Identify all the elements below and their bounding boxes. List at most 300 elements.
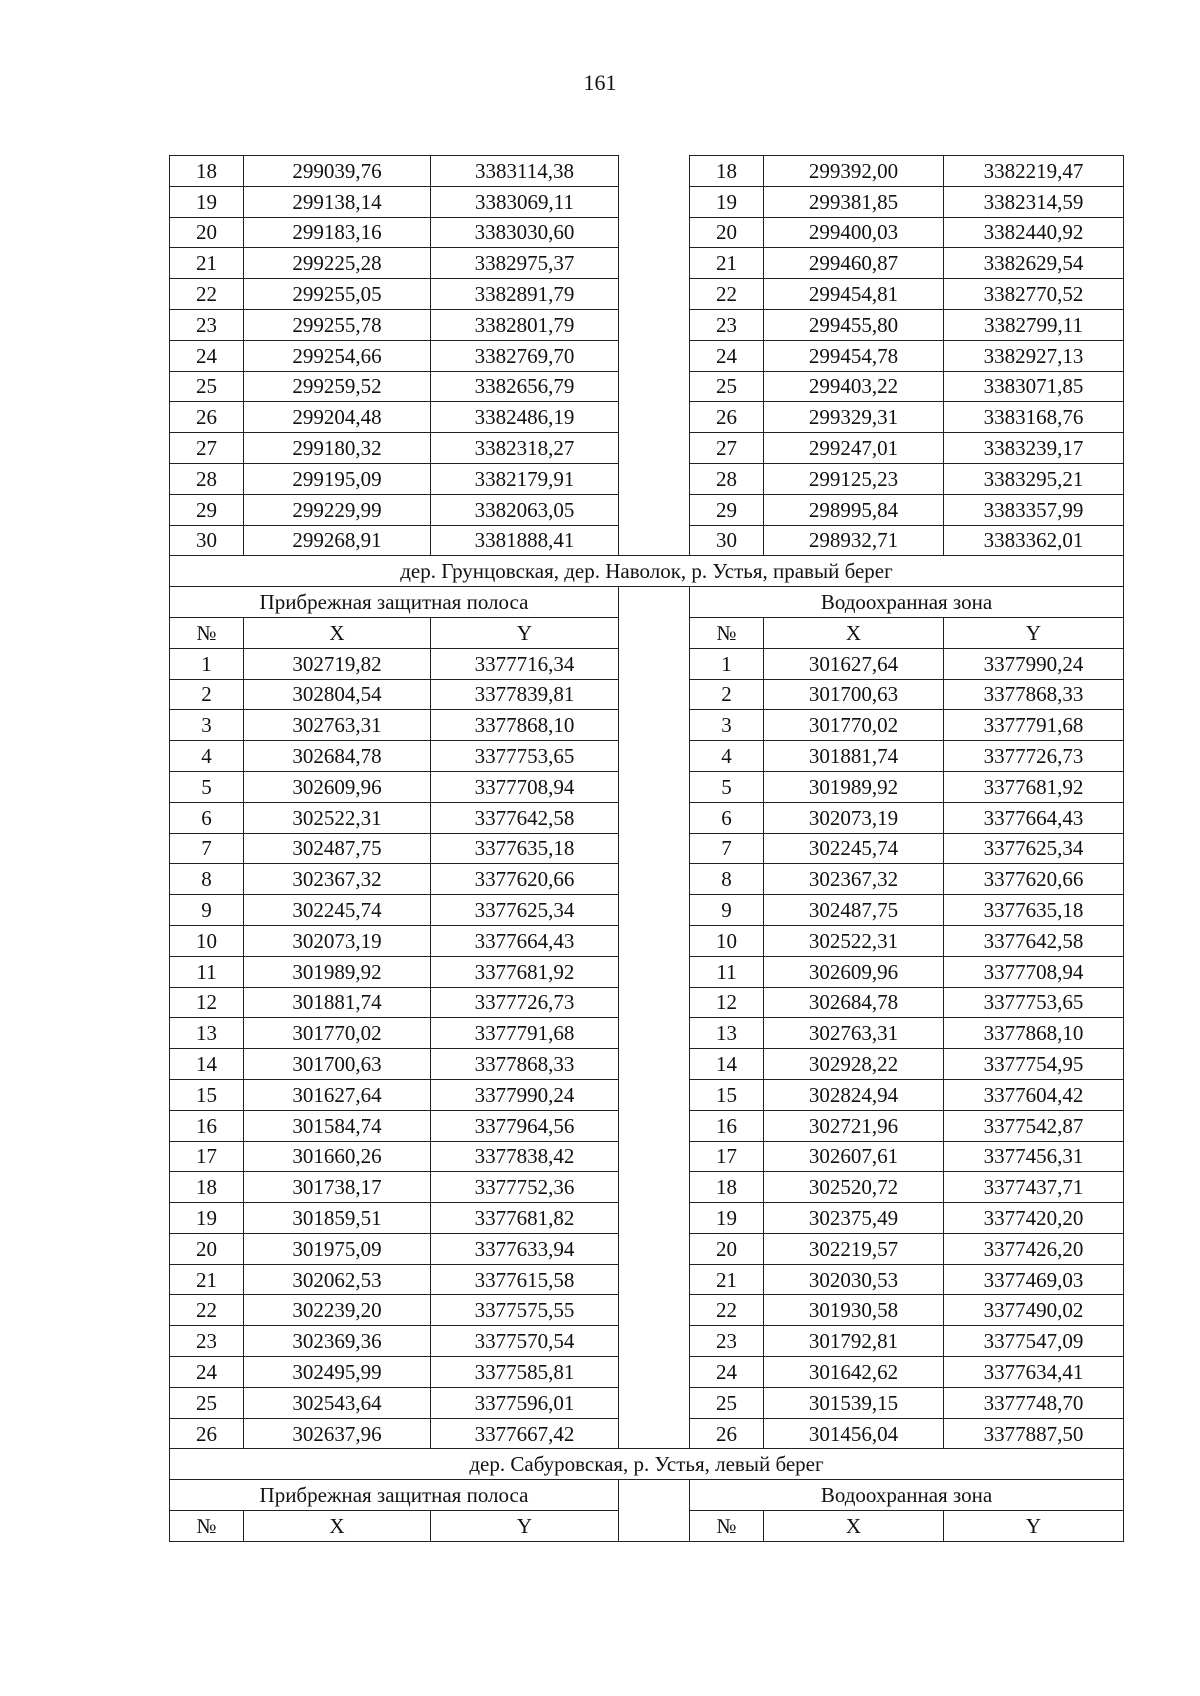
column-gap — [619, 1418, 690, 1449]
coord-cell: 13 — [690, 1018, 764, 1049]
coord-cell: 11 — [170, 956, 244, 987]
coord-cell: 1 — [170, 648, 244, 679]
coord-cell: 29 — [170, 494, 244, 525]
coord-cell: 3383357,99 — [944, 494, 1124, 525]
table-row — [170, 1387, 1124, 1418]
coord-cell: 299247,01 — [764, 433, 944, 464]
column-header: № — [690, 1511, 764, 1542]
coord-cell: 20 — [170, 217, 244, 248]
table-row — [170, 648, 1124, 679]
coord-cell: 14 — [170, 1049, 244, 1080]
coord-cell: 302609,96 — [764, 956, 944, 987]
table-row — [170, 494, 1124, 525]
coord-cell: 14 — [690, 1049, 764, 1080]
coord-cell: 3377838,42 — [431, 1141, 619, 1172]
coord-cell: 21 — [170, 1264, 244, 1295]
coord-cell: 8 — [170, 864, 244, 895]
coord-cell: 3377625,34 — [944, 833, 1124, 864]
coord-cell: 302030,53 — [764, 1264, 944, 1295]
coord-cell: 30 — [170, 525, 244, 556]
coord-cell: 3377681,92 — [431, 956, 619, 987]
coord-cell: 3382629,54 — [944, 248, 1124, 279]
coord-cell: 3377604,42 — [944, 1079, 1124, 1110]
coord-cell: 25 — [170, 371, 244, 402]
coord-cell: 299400,03 — [764, 217, 944, 248]
coord-cell: 9 — [170, 895, 244, 926]
coord-cell: 18 — [170, 1172, 244, 1203]
coord-cell: 299403,22 — [764, 371, 944, 402]
coord-cell: 302607,61 — [764, 1141, 944, 1172]
left-subtitle: Прибрежная защитная полоса — [170, 587, 619, 618]
coord-cell: 299125,23 — [764, 463, 944, 494]
table-row — [170, 402, 1124, 433]
coord-cell: 3 — [170, 710, 244, 741]
coord-cell: 24 — [690, 1357, 764, 1388]
coord-cell: 28 — [170, 463, 244, 494]
coord-cell: 3377664,43 — [944, 802, 1124, 833]
coord-cell: 30 — [690, 525, 764, 556]
column-gap — [619, 679, 690, 710]
column-header: Y — [431, 617, 619, 648]
column-gap — [619, 1480, 690, 1511]
coord-cell: 19 — [170, 1203, 244, 1234]
coord-cell: 3377420,20 — [944, 1203, 1124, 1234]
coord-cell: 24 — [690, 340, 764, 371]
coord-cell: 19 — [690, 1203, 764, 1234]
coord-cell: 19 — [170, 186, 244, 217]
coord-cell: 3383362,01 — [944, 525, 1124, 556]
header-row — [170, 1511, 1124, 1542]
coord-cell: 3383071,85 — [944, 371, 1124, 402]
coord-cell: 3377726,73 — [944, 741, 1124, 772]
coord-cell: 299229,99 — [244, 494, 431, 525]
coord-cell: 3377708,94 — [944, 956, 1124, 987]
coord-cell: 3382927,13 — [944, 340, 1124, 371]
coord-cell: 302520,72 — [764, 1172, 944, 1203]
coord-cell: 11 — [690, 956, 764, 987]
coord-cell: 302522,31 — [764, 925, 944, 956]
table-row — [170, 1326, 1124, 1357]
coord-cell: 3377887,50 — [944, 1418, 1124, 1449]
coord-cell: 22 — [690, 279, 764, 310]
coord-cell: 3382799,11 — [944, 309, 1124, 340]
column-gap — [619, 587, 690, 618]
column-gap — [619, 371, 690, 402]
coord-cell: 299454,78 — [764, 340, 944, 371]
coord-cell: 4 — [170, 741, 244, 772]
table-row — [170, 1418, 1124, 1449]
coord-cell: 27 — [690, 433, 764, 464]
coord-cell: 7 — [170, 833, 244, 864]
coord-cell: 302487,75 — [764, 895, 944, 926]
coord-cell: 21 — [690, 1264, 764, 1295]
coord-cell: 302637,96 — [244, 1418, 431, 1449]
column-gap — [619, 1110, 690, 1141]
table-row — [170, 309, 1124, 340]
coord-cell: 3377585,81 — [431, 1357, 619, 1388]
coord-cell: 302684,78 — [244, 741, 431, 772]
coord-cell: 3377570,54 — [431, 1326, 619, 1357]
section-title: дер. Сабуровская, р. Устья, левый берег — [170, 1449, 1124, 1480]
coord-cell: 3377542,87 — [944, 1110, 1124, 1141]
coord-cell: 22 — [170, 1295, 244, 1326]
coord-cell: 299180,32 — [244, 433, 431, 464]
column-gap — [619, 802, 690, 833]
coord-cell: 3383295,21 — [944, 463, 1124, 494]
coord-cell: 20 — [170, 1233, 244, 1264]
table-row — [170, 1203, 1124, 1234]
column-header: № — [170, 1511, 244, 1542]
coord-cell: 20 — [690, 1233, 764, 1264]
column-gap — [619, 248, 690, 279]
column-gap — [619, 710, 690, 741]
coord-cell: 3377437,71 — [944, 1172, 1124, 1203]
column-gap — [619, 1233, 690, 1264]
column-gap — [619, 186, 690, 217]
coord-cell: 16 — [690, 1110, 764, 1141]
coord-cell: 301456,04 — [764, 1418, 944, 1449]
coord-cell: 302239,20 — [244, 1295, 431, 1326]
coord-cell: 12 — [170, 987, 244, 1018]
coord-cell: 2 — [170, 679, 244, 710]
table-row — [170, 1357, 1124, 1388]
coord-cell: 301627,64 — [244, 1079, 431, 1110]
coord-cell: 301859,51 — [244, 1203, 431, 1234]
coord-cell: 3377620,66 — [944, 864, 1124, 895]
coord-cell: 302219,57 — [764, 1233, 944, 1264]
coord-cell: 26 — [170, 402, 244, 433]
coord-cell: 299392,00 — [764, 156, 944, 187]
table-row — [170, 1141, 1124, 1172]
table-row — [170, 1172, 1124, 1203]
coord-cell: 3377990,24 — [431, 1079, 619, 1110]
coord-cell: 3377667,42 — [431, 1418, 619, 1449]
coord-cell: 3 — [690, 710, 764, 741]
table-row — [170, 248, 1124, 279]
coord-cell: 3377868,33 — [944, 679, 1124, 710]
coord-cell: 23 — [690, 309, 764, 340]
table-row — [170, 710, 1124, 741]
coord-cell: 301770,02 — [764, 710, 944, 741]
coord-cell: 3377634,41 — [944, 1357, 1124, 1388]
coord-cell: 302367,32 — [244, 864, 431, 895]
coord-cell: 301881,74 — [244, 987, 431, 1018]
table-row — [170, 217, 1124, 248]
coord-cell: 302684,78 — [764, 987, 944, 1018]
coord-cell: 302062,53 — [244, 1264, 431, 1295]
coord-cell: 301989,92 — [244, 956, 431, 987]
coord-cell: 26 — [690, 1418, 764, 1449]
coord-cell: 3382891,79 — [431, 279, 619, 310]
coord-cell: 302495,99 — [244, 1357, 431, 1388]
column-gap — [619, 494, 690, 525]
coord-cell: 302073,19 — [244, 925, 431, 956]
coord-cell: 3383030,60 — [431, 217, 619, 248]
coord-cell: 301930,58 — [764, 1295, 944, 1326]
coord-cell: 3377635,18 — [944, 895, 1124, 926]
coord-cell: 301881,74 — [764, 741, 944, 772]
column-header: Y — [944, 617, 1124, 648]
coord-cell: 299381,85 — [764, 186, 944, 217]
column-header: X — [764, 1511, 944, 1542]
coord-cell: 27 — [170, 433, 244, 464]
coord-cell: 302245,74 — [764, 833, 944, 864]
table-row — [170, 771, 1124, 802]
table-row — [170, 679, 1124, 710]
column-gap — [619, 1203, 690, 1234]
coord-cell: 301660,26 — [244, 1141, 431, 1172]
table-row — [170, 340, 1124, 371]
coord-cell: 23 — [690, 1326, 764, 1357]
table-row — [170, 741, 1124, 772]
coord-cell: 3377753,65 — [944, 987, 1124, 1018]
left-subtitle: Прибрежная защитная полоса — [170, 1480, 619, 1511]
coord-cell: 299259,52 — [244, 371, 431, 402]
coord-cell: 3377868,33 — [431, 1049, 619, 1080]
header-row — [170, 617, 1124, 648]
column-header: № — [690, 617, 764, 648]
column-header: X — [244, 617, 431, 648]
coord-cell: 299329,31 — [764, 402, 944, 433]
coord-cell: 12 — [690, 987, 764, 1018]
coord-cell: 299268,91 — [244, 525, 431, 556]
coord-cell: 3377868,10 — [431, 710, 619, 741]
coord-cell: 6 — [170, 802, 244, 833]
coord-cell: 302763,31 — [244, 710, 431, 741]
coord-cell: 3377708,94 — [431, 771, 619, 802]
coord-cell: 3377615,58 — [431, 1264, 619, 1295]
coord-cell: 26 — [170, 1418, 244, 1449]
coord-cell: 3382769,70 — [431, 340, 619, 371]
column-gap — [619, 1357, 690, 1388]
coord-cell: 3382440,92 — [944, 217, 1124, 248]
coord-cell: 10 — [170, 925, 244, 956]
table-row — [170, 1110, 1124, 1141]
coord-cell: 3377990,24 — [944, 648, 1124, 679]
coord-cell: 299460,87 — [764, 248, 944, 279]
coord-cell: 301989,92 — [764, 771, 944, 802]
coord-cell: 20 — [690, 217, 764, 248]
coord-cell: 3377620,66 — [431, 864, 619, 895]
page-number: 161 — [583, 70, 617, 95]
coord-cell: 5 — [170, 771, 244, 802]
coord-cell: 299138,14 — [244, 186, 431, 217]
coord-cell: 3382975,37 — [431, 248, 619, 279]
table-row — [170, 433, 1124, 464]
coord-cell: 299195,09 — [244, 463, 431, 494]
coord-cell: 301700,63 — [244, 1049, 431, 1080]
column-header: Y — [431, 1511, 619, 1542]
column-gap — [619, 1141, 690, 1172]
coord-cell: 302367,32 — [764, 864, 944, 895]
coord-cell: 302824,94 — [764, 1079, 944, 1110]
coord-cell: 302763,31 — [764, 1018, 944, 1049]
coord-cell: 3383239,17 — [944, 433, 1124, 464]
coord-cell: 302375,49 — [764, 1203, 944, 1234]
coord-cell: 298932,71 — [764, 525, 944, 556]
table-row — [170, 895, 1124, 926]
coord-cell: 302543,64 — [244, 1387, 431, 1418]
coord-cell: 302721,96 — [764, 1110, 944, 1141]
column-gap — [619, 309, 690, 340]
table-row — [170, 186, 1124, 217]
coord-cell: 299255,78 — [244, 309, 431, 340]
coord-cell: 3377456,31 — [944, 1141, 1124, 1172]
coord-cell: 298995,84 — [764, 494, 944, 525]
coord-cell: 3377748,70 — [944, 1387, 1124, 1418]
coord-cell: 18 — [170, 156, 244, 187]
table-row — [170, 525, 1124, 556]
coord-cell: 3377575,55 — [431, 1295, 619, 1326]
table-row — [170, 925, 1124, 956]
coord-cell: 25 — [690, 1387, 764, 1418]
coord-cell: 29 — [690, 494, 764, 525]
table-row — [170, 156, 1124, 187]
table-row — [170, 802, 1124, 833]
coord-cell: 28 — [690, 463, 764, 494]
coord-cell: 302928,22 — [764, 1049, 944, 1080]
coord-cell: 3377596,01 — [431, 1387, 619, 1418]
table-row — [170, 864, 1124, 895]
coord-cell: 9 — [690, 895, 764, 926]
coord-cell: 3377469,03 — [944, 1264, 1124, 1295]
table-row — [170, 987, 1124, 1018]
right-subtitle: Водоохранная зона — [690, 1480, 1124, 1511]
right-subtitle: Водоохранная зона — [690, 587, 1124, 618]
coord-cell: 3383168,76 — [944, 402, 1124, 433]
coord-cell: 3377490,02 — [944, 1295, 1124, 1326]
coord-cell: 302719,82 — [244, 648, 431, 679]
coord-cell: 3377642,58 — [431, 802, 619, 833]
coord-cell: 3377664,43 — [431, 925, 619, 956]
column-header: X — [764, 617, 944, 648]
column-gap — [619, 525, 690, 556]
coord-cell: 302487,75 — [244, 833, 431, 864]
coord-cell: 299455,80 — [764, 309, 944, 340]
coord-cell: 22 — [170, 279, 244, 310]
coord-cell: 3377681,82 — [431, 1203, 619, 1234]
coord-cell: 301642,62 — [764, 1357, 944, 1388]
table-row — [170, 1233, 1124, 1264]
table-row — [170, 956, 1124, 987]
table-row — [170, 371, 1124, 402]
table-row — [170, 1018, 1124, 1049]
coord-cell: 3382314,59 — [944, 186, 1124, 217]
coord-cell: 25 — [690, 371, 764, 402]
column-gap — [619, 925, 690, 956]
coord-cell: 1 — [690, 648, 764, 679]
column-gap — [619, 1049, 690, 1080]
coord-cell: 302609,96 — [244, 771, 431, 802]
column-gap — [619, 156, 690, 187]
coord-cell: 4 — [690, 741, 764, 772]
coord-cell: 3377547,09 — [944, 1326, 1124, 1357]
coord-cell: 3382219,47 — [944, 156, 1124, 187]
coord-cell: 3382656,79 — [431, 371, 619, 402]
coord-cell: 18 — [690, 1172, 764, 1203]
coord-cell: 302073,19 — [764, 802, 944, 833]
table-row — [170, 1079, 1124, 1110]
coord-cell: 299039,76 — [244, 156, 431, 187]
coord-cell: 3377791,68 — [431, 1018, 619, 1049]
coordinates-table — [169, 155, 1124, 1542]
coord-cell: 3377752,36 — [431, 1172, 619, 1203]
coord-cell: 302804,54 — [244, 679, 431, 710]
coord-cell: 13 — [170, 1018, 244, 1049]
coord-cell: 3377681,92 — [944, 771, 1124, 802]
coord-cell: 3383069,11 — [431, 186, 619, 217]
column-gap — [619, 987, 690, 1018]
coord-cell: 10 — [690, 925, 764, 956]
coord-cell: 301700,63 — [764, 679, 944, 710]
column-header: № — [170, 617, 244, 648]
coord-cell: 3382486,19 — [431, 402, 619, 433]
coord-cell: 26 — [690, 402, 764, 433]
table-row — [170, 833, 1124, 864]
column-gap — [619, 1387, 690, 1418]
coord-cell: 18 — [690, 156, 764, 187]
coord-cell: 3377868,10 — [944, 1018, 1124, 1049]
coord-cell: 3381888,41 — [431, 525, 619, 556]
coord-cell: 21 — [170, 248, 244, 279]
coord-cell: 25 — [170, 1387, 244, 1418]
coord-cell: 301738,17 — [244, 1172, 431, 1203]
coord-cell: 23 — [170, 1326, 244, 1357]
coord-cell: 3377754,95 — [944, 1049, 1124, 1080]
coord-cell: 3377633,94 — [431, 1233, 619, 1264]
coord-cell: 299254,66 — [244, 340, 431, 371]
column-header: Y — [944, 1511, 1124, 1542]
coord-cell: 3377625,34 — [431, 895, 619, 926]
column-gap — [619, 433, 690, 464]
coord-cell: 302522,31 — [244, 802, 431, 833]
column-gap — [619, 402, 690, 433]
column-gap — [619, 1018, 690, 1049]
coord-cell: 3377426,20 — [944, 1233, 1124, 1264]
table-row — [170, 463, 1124, 494]
coord-cell: 302245,74 — [244, 895, 431, 926]
coord-cell: 24 — [170, 340, 244, 371]
coord-cell: 301627,64 — [764, 648, 944, 679]
coord-cell: 3377964,56 — [431, 1110, 619, 1141]
coord-cell: 16 — [170, 1110, 244, 1141]
coord-cell: 299183,16 — [244, 217, 431, 248]
column-gap — [619, 463, 690, 494]
table-row — [170, 1049, 1124, 1080]
coord-cell: 301584,74 — [244, 1110, 431, 1141]
coord-cell: 7 — [690, 833, 764, 864]
column-gap — [619, 833, 690, 864]
coord-cell: 6 — [690, 802, 764, 833]
coord-cell: 301975,09 — [244, 1233, 431, 1264]
column-gap — [619, 217, 690, 248]
coord-cell: 3383114,38 — [431, 156, 619, 187]
section-title: дер. Грунцовская, дер. Наволок, р. Устья, правый берег — [170, 556, 1124, 587]
coord-cell: 5 — [690, 771, 764, 802]
coord-cell: 3382770,52 — [944, 279, 1124, 310]
coord-cell: 24 — [170, 1357, 244, 1388]
coord-cell: 301770,02 — [244, 1018, 431, 1049]
coord-cell: 15 — [170, 1079, 244, 1110]
coord-cell: 301792,81 — [764, 1326, 944, 1357]
coord-cell: 299454,81 — [764, 279, 944, 310]
coord-cell: 3377726,73 — [431, 987, 619, 1018]
column-gap — [619, 1326, 690, 1357]
column-gap — [619, 648, 690, 679]
column-gap — [619, 1264, 690, 1295]
coord-cell: 17 — [690, 1141, 764, 1172]
column-gap — [619, 1079, 690, 1110]
